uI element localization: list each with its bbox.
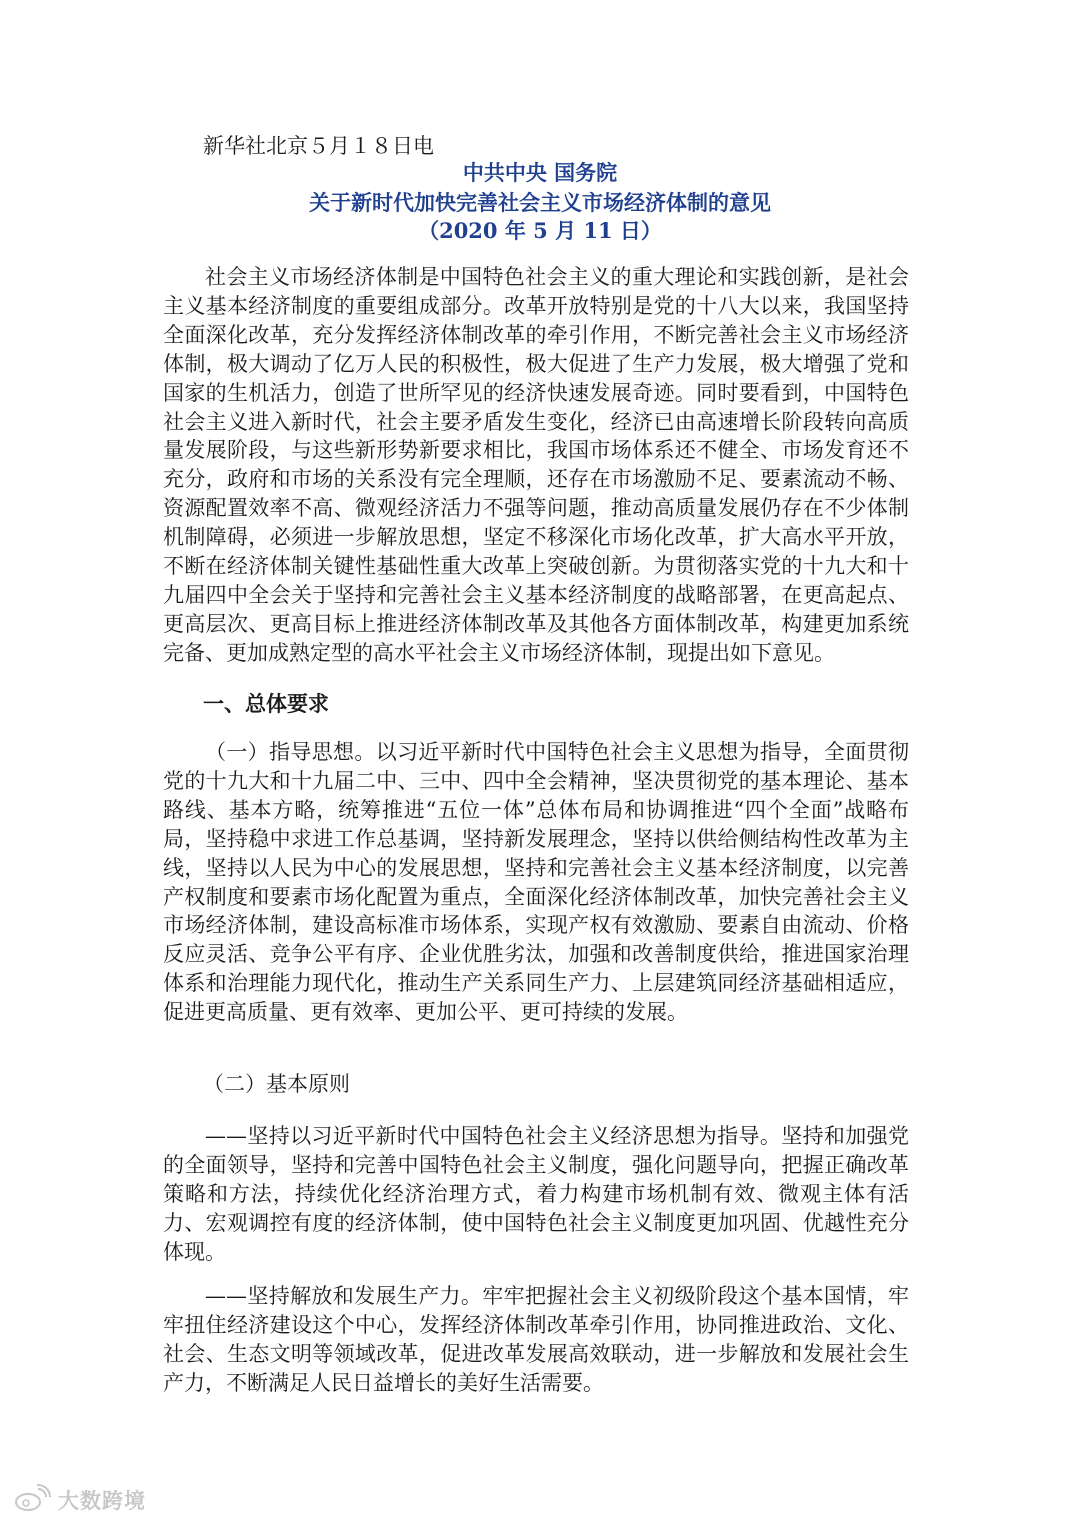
weibo-logo-icon xyxy=(12,1483,52,1517)
basic-principles-title: （二）基本原则 xyxy=(203,1072,350,1096)
section-title-general-requirements: 一、总体要求 xyxy=(203,691,329,716)
watermark-text: 大数跨境 xyxy=(58,1489,146,1513)
guiding-ideology-paragraph: （一）指导思想。以习近平新时代中国特色社会主义思想为指导，全面贯彻党的十九大和十九届二中、三中、四中全会精神，坚决贯彻党的基本理论、基本路线、基本方略，统筹推进“五位一体”总体布局和协调推进“四个全面”战略布局，坚持稳中求进工作总基调，坚持新发展理念，坚持以供给侧结构性改革为主线，坚持以人民为中心的发展思想，坚持和完善社会主义基本经济制度，以完善产权制度和要素市场化配置为重点，全面深化经济体制改革，加快完善社会主义市场经济体制，建设高标准市场体系，实现产权有效激励、要素自由流动、价格反应灵活、竞争公平有序、企业优胜劣汰，加强和改善制度供给，推进国家治理体系和治理能力现代化，推动生产关系同生产力、上层建筑同经济基础相适应，促进更高质量、更有效率、更加公平、更可持续的发展。 xyxy=(163,740,909,1025)
document-title: 关于新时代加快完善社会主义市场经济体制的意见 xyxy=(309,190,771,215)
dateline: 新华社北京５月１８日电 xyxy=(203,134,434,158)
watermark xyxy=(12,1483,146,1517)
principle-paragraph-1: ——坚持以习近平新时代中国特色社会主义经济思想为指导。坚持和加强党的全面领导，坚持和完善中国特色社会主义制度，强化问题导向，把握正确改革策略和方法，持续优化经济治理方式，着力构建市场机制有效、微观主体有活力、宏观调控有度的经济体制，使中国特色社会主义制度更加巩固、优越性充分体现。 xyxy=(163,1124,909,1264)
principle-paragraph-2: ——坚持解放和发展生产力。牢牢把握社会主义初级阶段这个基本国情，牢牢扭住经济建设这个中心，发挥经济体制改革牵引作用，协同推进政治、文化、社会、生态文明等领域改革，促进改革发展高效联动，进一步解放和发展社会生产力，不断满足人民日益增长的美好生活需要。 xyxy=(163,1284,909,1395)
intro-paragraph: 社会主义市场经济体制是中国特色社会主义的重大理论和实践创新，是社会主义基本经济制度的重要组成部分。改革开放特别是党的十八大以来，我国坚持全面深化改革，充分发挥经济体制改革的牵引作用，不断完善社会主义市场经济体制，极大调动了亿万人民的积极性，极大促进了生产力发展，极大增强了党和国家的生机活力，创造了世所罕见的经济快速发展奇迹。同时要看到，中国特色社会主义进入新时代，社会主要矛盾发生变化，经济已由高速增长阶段转向高质量发展阶段，与这些新形势新要求相比，我国市场体系还不健全、市场发育还不充分，政府和市场的关系没有完全理顺，还存在市场激励不足、要素流动不畅、资源配置效率不高、微观经济活力不强等问题，推动高质量发展仍存在不少体制机制障碍，必须进一步解放思想，坚定不移深化市场化改革，扩大高水平开放，不断在经济体制关键性基础性重大改革上突破创新。为贯彻落实党的十九大和十九届四中全会关于坚持和完善社会主义基本经济制度的战略部署，在更高起点、更高层次、更高目标上推进经济体制改革及其他各方面体制改革，构建更加系统完备、更加成熟定型的高水平社会主义市场经济体制，现提出如下意见。 xyxy=(163,265,909,665)
document-date: （2020 年 5 月 11 日） xyxy=(418,218,662,243)
issuer-heading: 中共中央 国务院 xyxy=(462,160,618,185)
